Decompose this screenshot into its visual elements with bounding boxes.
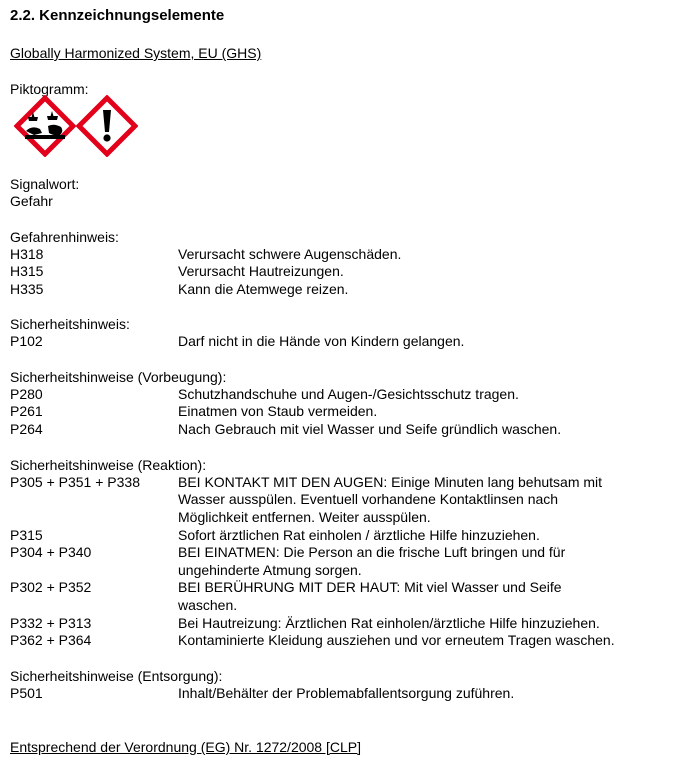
disposal-heading: Sicherheitshinweise (Entsorgung): bbox=[10, 668, 223, 684]
hazard-code: H335 bbox=[10, 281, 44, 297]
precaution-text: Schutzhandschuhe und Augen-/Gesichtsschutz tragen. bbox=[178, 386, 519, 402]
precaution-code: P261 bbox=[10, 403, 43, 419]
precaution-text-line: BEI EINATMEN: Die Person an die frische Luft bringen und für bbox=[178, 544, 566, 560]
precaution-text-line: Möglichkeit entfernen. Weiter ausspülen. bbox=[178, 509, 431, 525]
precaution-text: Darf nicht in die Hände von Kindern gelangen. bbox=[178, 333, 465, 349]
hazard-code: H315 bbox=[10, 263, 44, 279]
hazard-text: Verursacht Hautreizungen. bbox=[178, 263, 344, 279]
precaution-code: P332 + P313 bbox=[10, 615, 92, 631]
precaution-text-line: waschen. bbox=[178, 597, 238, 613]
precaution-code: P302 + P352 bbox=[10, 579, 92, 595]
hazard-text: Verursacht schwere Augenschäden. bbox=[178, 246, 402, 262]
signal-word-label: Signalwort: bbox=[10, 176, 80, 192]
precaution-text-line: ungehinderte Atmung sorgen. bbox=[178, 562, 362, 578]
precaution-code: P305 + P351 + P338 bbox=[10, 474, 140, 490]
precaution-text-line: BEI BERÜHRUNG MIT DER HAUT: Mit viel Wasser und Seife bbox=[178, 579, 562, 595]
corrosion-pictogram-icon bbox=[14, 95, 76, 157]
precaution-code: P315 bbox=[10, 527, 43, 543]
ghs-heading: Globally Harmonized System, EU (GHS) bbox=[10, 45, 262, 61]
precaution-text-line: Sofort ärztlichen Rat einholen / ärztliche Hilfe hinzuziehen. bbox=[178, 527, 540, 543]
precaution-text-line: Bei Hautreizung: Ärztlichen Rat einholen/ärztliche Hilfe hinzuziehen. bbox=[178, 615, 600, 631]
precaution-text: Nach Gebrauch mit viel Wasser und Seife gründlich waschen. bbox=[178, 421, 562, 437]
precaution-code: P102 bbox=[10, 333, 43, 349]
precaution-text-line: Kontaminierte Kleidung ausziehen und vor erneutem Tragen waschen. bbox=[178, 632, 615, 648]
regulation-link[interactable]: Entsprechend der Verordnung (EG) Nr. 1272/2008 [CLP] bbox=[10, 739, 361, 755]
precaution-text-line: Wasser ausspülen. Eventuell vorhandene Kontaktlinsen nach bbox=[178, 491, 559, 507]
precaution-text-line: BEI KONTAKT MIT DEN AUGEN: Einige Minuten lang behutsam mit bbox=[178, 474, 603, 490]
precaution-code: P362 + P364 bbox=[10, 632, 92, 648]
section-title: 2.2. Kennzeichnungselemente bbox=[10, 7, 225, 24]
precaution-code: P280 bbox=[10, 386, 43, 402]
response-heading: Sicherheitshinweise (Reaktion): bbox=[10, 457, 207, 473]
precaution-text: Einatmen von Staub vermeiden. bbox=[178, 403, 378, 419]
precaution-text: Inhalt/Behälter der Problemabfallentsorgung zuführen. bbox=[178, 685, 515, 701]
precaution-code: P501 bbox=[10, 685, 43, 701]
prevention-heading: Sicherheitshinweise (Vorbeugung): bbox=[10, 369, 227, 385]
general-heading: Sicherheitshinweis: bbox=[10, 316, 130, 332]
hazard-code: H318 bbox=[10, 246, 44, 262]
precaution-code: P304 + P340 bbox=[10, 544, 92, 560]
precaution-code: P264 bbox=[10, 421, 43, 437]
exclamation-mark-pictogram-icon bbox=[76, 95, 138, 157]
hazard-text: Kann die Atemwege reizen. bbox=[178, 281, 349, 297]
hazard-heading: Gefahrenhinweis: bbox=[10, 229, 119, 245]
signal-word: Gefahr bbox=[10, 193, 53, 209]
pictogram-label: Piktogramm: bbox=[10, 81, 89, 97]
